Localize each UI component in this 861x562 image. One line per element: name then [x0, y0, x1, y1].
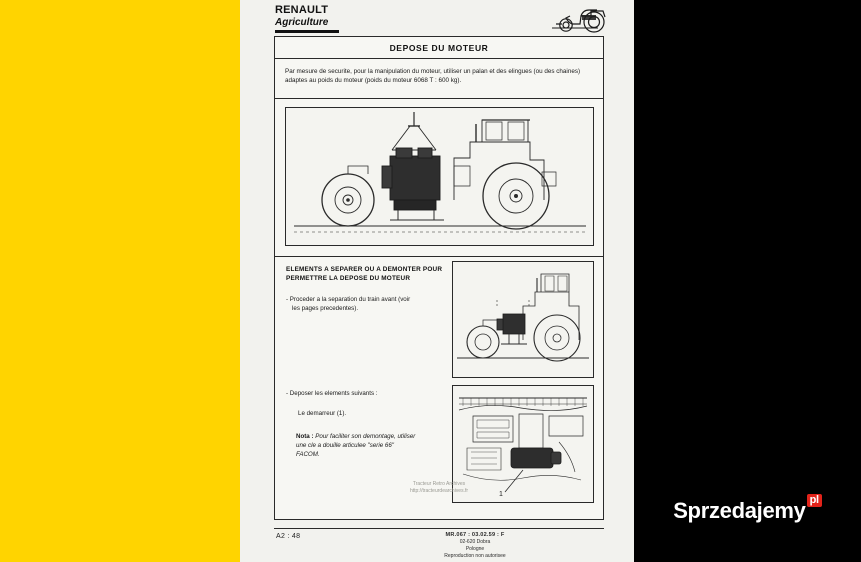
figure-engine-hoist [285, 107, 594, 246]
nota-line3: FACOM. [296, 451, 320, 458]
footer-line3: Pologne [465, 546, 485, 552]
brand-name: RENAULT [275, 4, 329, 16]
brand-underline [275, 30, 339, 33]
document-frame [274, 36, 604, 520]
section2-heading-line2: PERMETTRE LA DEPOSE DU MOTEUR [286, 275, 411, 282]
intro-paragraph: Par mesure de securite, pour la manipulation du moteur, utiliser un palan et des elingues (ou des chaines) adaptes au poids du moteur (poids du moteur 6068 T : 600 kg). [285, 68, 581, 84]
section-title: DEPOSE DU MOTEUR [389, 42, 489, 53]
section2-heading [286, 265, 446, 283]
credit-line2: http://tracteurdearchives.fr [409, 488, 469, 494]
section3-nota [296, 432, 451, 459]
section3-body [286, 389, 451, 459]
brand-block [275, 5, 405, 33]
section3-item: Le demarreur (1). [298, 410, 347, 417]
scan-credit [275, 481, 603, 495]
scanned-manual-page [240, 0, 634, 562]
right-black-panel [634, 0, 861, 562]
divider-rule [275, 256, 603, 257]
section2-body [286, 295, 448, 313]
nota-label: Nota : [296, 433, 314, 440]
intro-text-box [275, 59, 603, 99]
watermark-tld: pl [807, 494, 822, 507]
section-title-box [275, 37, 603, 59]
section2-bullet-line1: - Proceder a la separation du train avant (voir [286, 296, 411, 303]
document-reference: MR.067 : 03.02.59 : F [445, 532, 505, 538]
tractor-icon [542, 2, 610, 36]
footer-line4: Reproduction non autorisee [444, 553, 506, 559]
nota-line2: une cle a douille articulee "serie 66" [296, 442, 394, 449]
section2-heading-line1: ELEMENTS A SEPARER OU A DEMONTER POUR [286, 266, 443, 273]
page-header [240, 0, 634, 38]
footer-reference-block [390, 532, 560, 560]
section2-bullet-line2: les pages precedentes). [292, 305, 359, 312]
left-yellow-band [0, 0, 240, 562]
watermark-text: Sprzedajemy [673, 498, 806, 523]
credit-line1: Tracteur Retro Archives [412, 481, 466, 487]
watermark-logo [634, 494, 861, 524]
page-number: A2 : 48 [276, 533, 301, 540]
brand-subtitle: Agriculture [275, 17, 329, 28]
footer-line2: 02-620 Dobra [459, 539, 491, 545]
section3-bullet: - Deposer les elements suivants : [286, 390, 378, 397]
nota-line1: Pour faciliter son demontage, utiliser [315, 433, 416, 440]
svg-text:1: 1 [499, 491, 503, 498]
footer-divider [274, 528, 604, 529]
figure-front-axle-separation [452, 261, 594, 378]
